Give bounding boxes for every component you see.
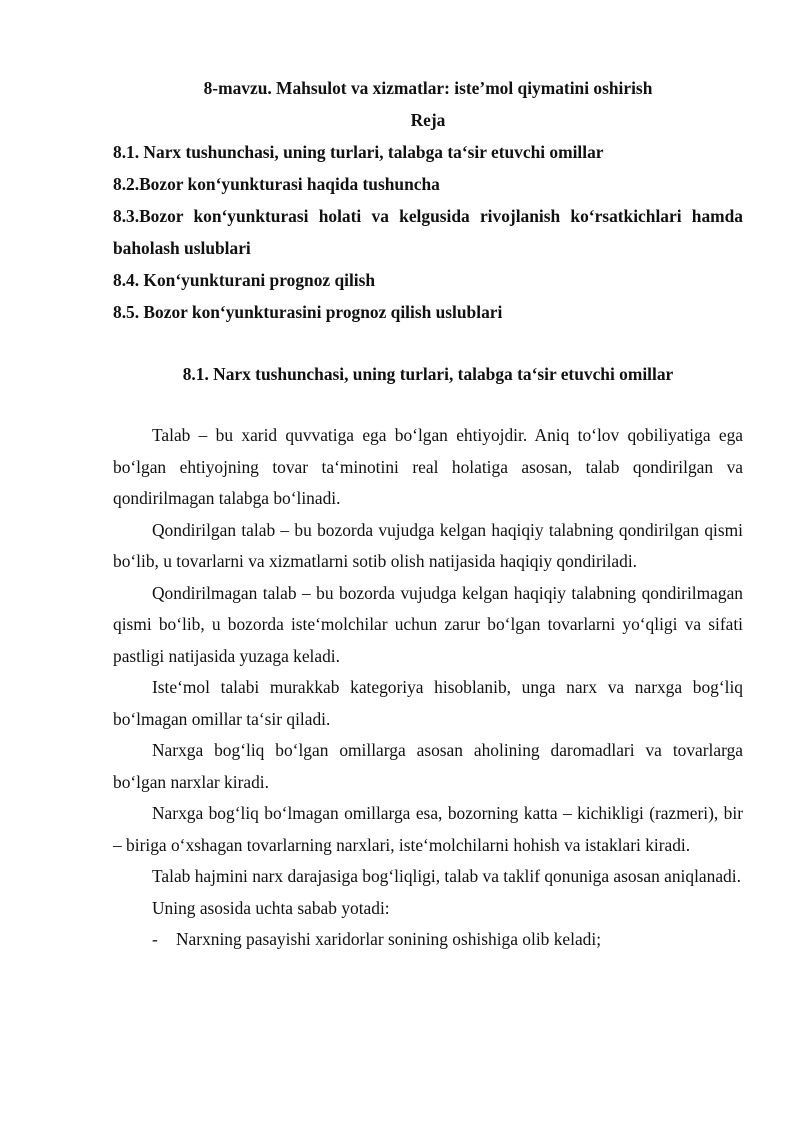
body-text	[113, 420, 743, 956]
paragraph: Narxga bog‘liq bo‘lgan omillarga asosan aholining daromadlari va tovarlarga bo‘lgan narxlar kiradi.	[113, 740, 743, 792]
bullet-marker: -	[152, 929, 158, 949]
plan-item: 8.3.Bozor kon‘yunkturasi holati va kelgusida rivojlanish ko‘rsatkichlari hamda baholash uslublari	[113, 206, 743, 258]
paragraph: Talab – bu xarid quvvatiga ega bo‘lgan ehtiyojdir. Aniq to‘lov qobiliyatiga ega bo‘lgan ehtiyojning tovar ta‘minotini real holatiga asosan, talab qondirilgan va qondirilmagan talabga bo‘linadi.	[113, 425, 743, 508]
paragraph: Talab hajmini narx darajasiga bog‘liqligi, talab va taklif qonuniga asosan aniqlanadi.	[152, 866, 741, 886]
plan-item: 8.4. Kon‘yunkturani prognoz qilish	[113, 270, 376, 290]
bullet-text: Narxning pasayishi xaridorlar sonining oshishiga olib keladi;	[176, 929, 602, 949]
plan-heading: Reja	[410, 110, 446, 130]
paragraph: Uning asosida uchta sabab yotadi:	[152, 897, 390, 918]
plan-item: 8.1. Narx tushunchasi, uning turlari, talabga ta‘sir etuvchi omillar	[113, 142, 604, 162]
plan-item: 8.5. Bozor kon‘yunkturasini prognoz qilish uslublari	[113, 302, 503, 322]
paragraph: Iste‘mol talabi murakkab kategoriya hisoblanib, unga narx va narxga bog‘liq bo‘lmagan omillar ta‘sir qiladi.	[113, 677, 743, 729]
plan-item: 8.2.Bozor kon‘yunkturasi haqida tushuncha	[113, 174, 440, 194]
plan-list	[113, 136, 743, 328]
document-title: 8-mavzu. Mahsulot va xizmatlar: iste’mol qiymatini oshirish	[203, 78, 653, 98]
bullet-item	[113, 924, 743, 956]
paragraph: Qondirilmagan talab – bu bozorda vujudga kelgan haqiqiy talabning qondirilmagan qismi bo‘lib, u bozorda iste‘molchilar uchun zarur bo‘lgan tovarlarni yo‘qligi va sifati pastligi natijasida yuzaga keladi.	[113, 582, 743, 666]
paragraph: Qondirilgan talab – bu bozorda vujudga kelgan haqiqiy talabning qondirilgan qismi bo‘lib, u tovarlarni va xizmatlarni sotib olish natijasida haqiqiy qondiriladi.	[113, 519, 743, 571]
section-heading: 8.1. Narx tushunchasi, uning turlari, talabga ta‘sir etuvchi omillar	[182, 364, 674, 384]
paragraph: Narxga bog‘liq bo‘lmagan omillarga esa, bozorning katta – kichikligi (razmeri), bir – biriga o‘xshagan tovarlarning narxlari, iste‘molchilarni hohish va istaklari kiradi.	[113, 803, 743, 855]
